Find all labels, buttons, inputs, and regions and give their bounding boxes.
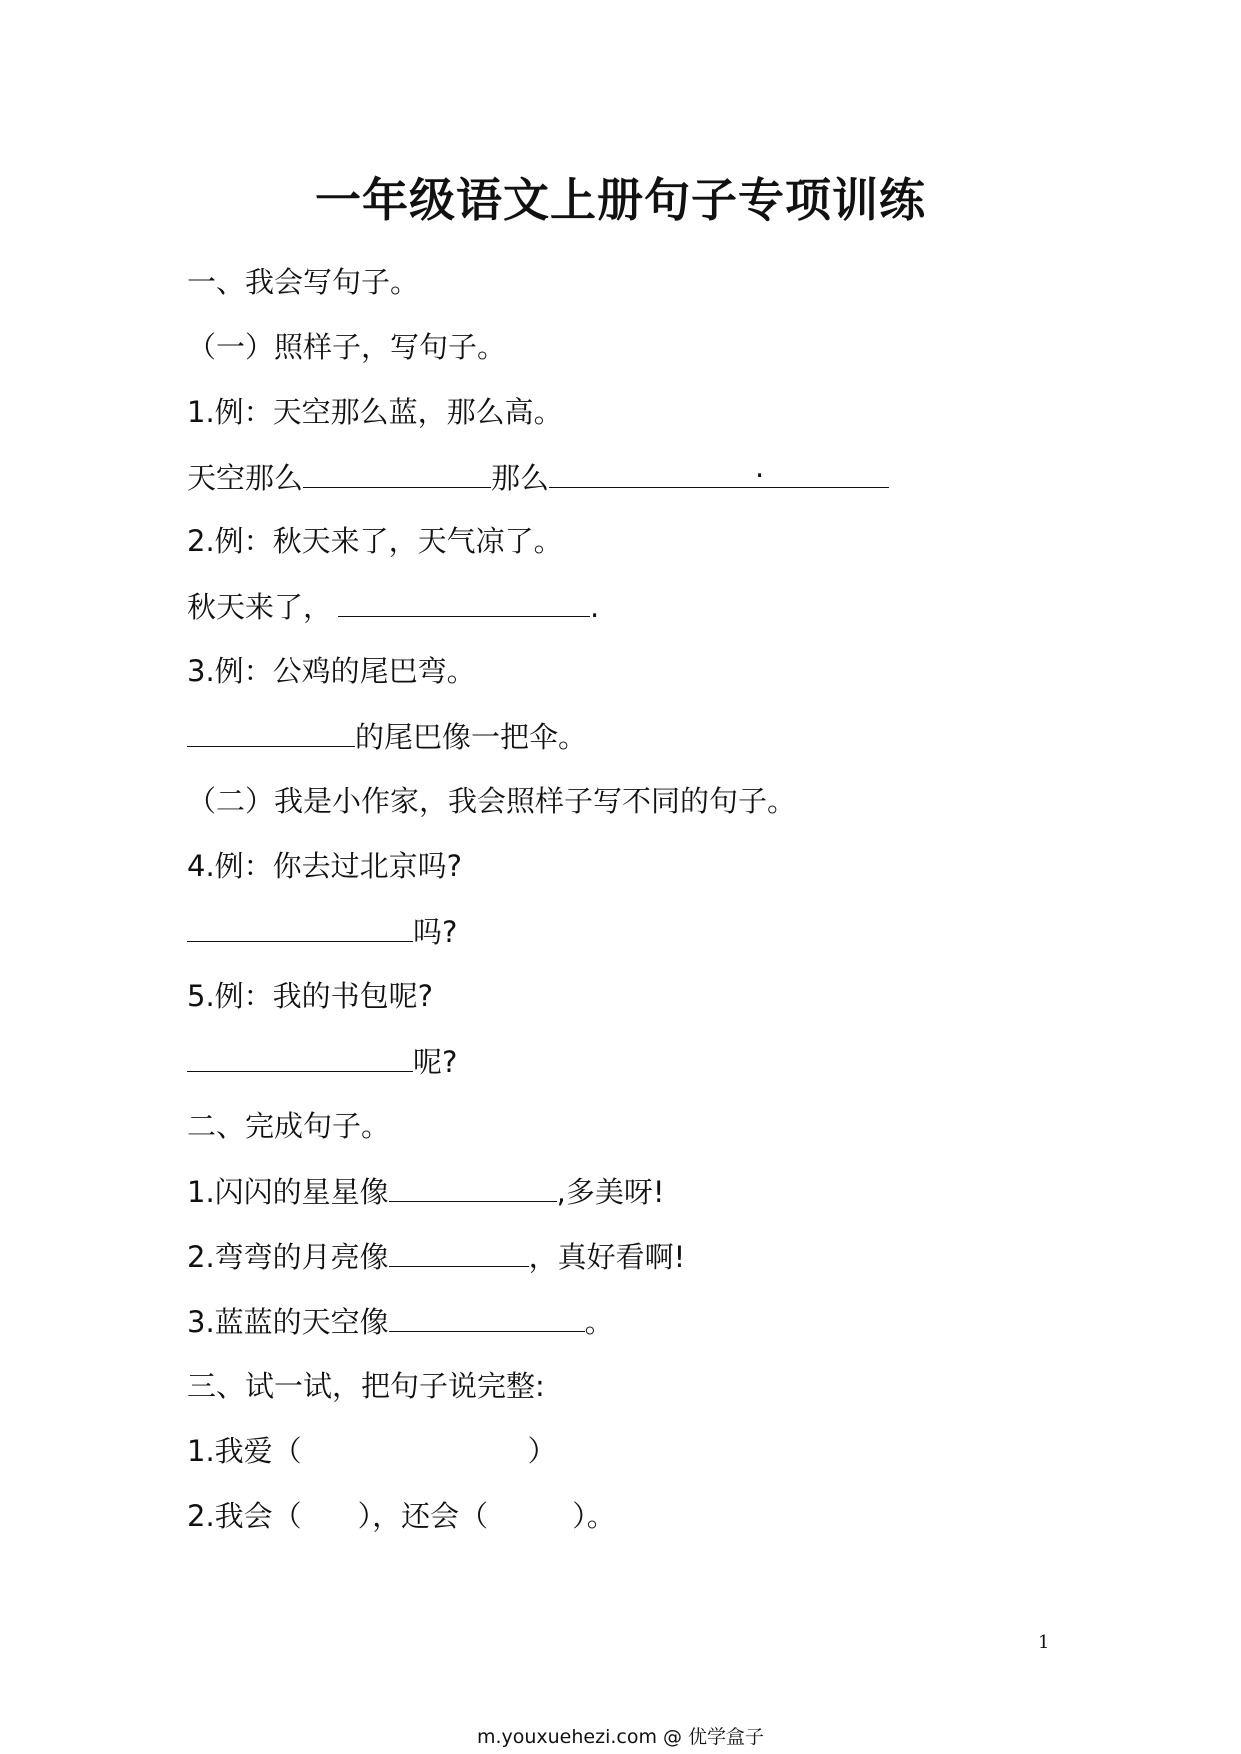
answer-blank[interactable] xyxy=(389,1171,557,1202)
fill-text: ）。 xyxy=(572,1499,616,1533)
fill-text: 天空那么 xyxy=(187,461,304,495)
fill-text: 呢? xyxy=(413,1045,458,1079)
fill-text: 。 xyxy=(584,1305,614,1339)
example-sentence-4: 4.例：你去过北京吗? xyxy=(187,849,463,883)
example-sentence-5: 5.例：我的书包呢? xyxy=(187,979,434,1013)
fill-text: ,多美呀! xyxy=(556,1175,665,1209)
answer-blank[interactable] xyxy=(338,586,590,617)
fill-text: 2.我会（ xyxy=(187,1499,302,1533)
say-sentence-1 xyxy=(187,1431,557,1471)
page-title: 一年级语文上册句子专项训练 xyxy=(315,173,926,227)
complete-sentence-1 xyxy=(187,1171,665,1211)
fill-text: 秋天来了， xyxy=(187,590,333,624)
fill-text: 2.弯弯的月亮像 xyxy=(187,1240,389,1274)
subsection-heading-2: （二）我是小作家，我会照样子写不同的句子。 xyxy=(187,784,797,818)
fill-text: 1.闪闪的星星像 xyxy=(187,1175,389,1209)
subsection-heading-1: （一）照样子，写句子。 xyxy=(187,330,507,364)
fill-text: ），还会（ xyxy=(357,1499,489,1533)
fill-line-2 xyxy=(187,586,599,626)
answer-blank[interactable] xyxy=(389,1236,529,1267)
fill-text: ，真好看啊! xyxy=(528,1240,686,1274)
fill-text: 那么 xyxy=(491,461,550,495)
example-sentence-2: 2.例：秋天来了，天气凉了。 xyxy=(187,524,563,558)
period-mark: . xyxy=(590,590,600,624)
answer-blank[interactable] xyxy=(389,1301,585,1332)
complete-sentence-2 xyxy=(187,1236,685,1276)
period-mark: . xyxy=(755,450,765,484)
answer-blank[interactable] xyxy=(187,911,413,942)
fill-text: 1.我爱（ xyxy=(187,1434,302,1468)
section-heading-1: 一、我会写句子。 xyxy=(187,265,420,299)
fill-text: 的尾巴像一把伞。 xyxy=(355,720,588,754)
answer-blank[interactable] xyxy=(549,450,889,488)
answer-blank[interactable] xyxy=(187,1041,413,1072)
answer-blank[interactable] xyxy=(303,457,491,488)
fill-line-3 xyxy=(187,716,587,756)
section-heading-3: 三、试一试，把句子说完整: xyxy=(187,1369,545,1403)
complete-sentence-3 xyxy=(187,1301,614,1341)
say-sentence-2 xyxy=(187,1496,616,1536)
fill-text: ） xyxy=(527,1434,557,1468)
example-sentence-1: 1.例：天空那么蓝，那么高。 xyxy=(187,395,563,429)
fill-line-5 xyxy=(187,1041,457,1081)
example-sentence-3: 3.例：公鸡的尾巴弯。 xyxy=(187,654,476,688)
footer-source: m.youxuehezi.com @ 优学盒子 xyxy=(476,1726,765,1748)
answer-blank[interactable] xyxy=(187,716,355,747)
section-heading-2: 二、完成句子。 xyxy=(187,1109,391,1143)
page-number: 1 xyxy=(1038,1632,1050,1653)
fill-text: 吗? xyxy=(413,915,458,949)
fill-line-4 xyxy=(187,911,457,951)
fill-text: 3.蓝蓝的天空像 xyxy=(187,1305,389,1339)
fill-line-1 xyxy=(187,450,889,497)
